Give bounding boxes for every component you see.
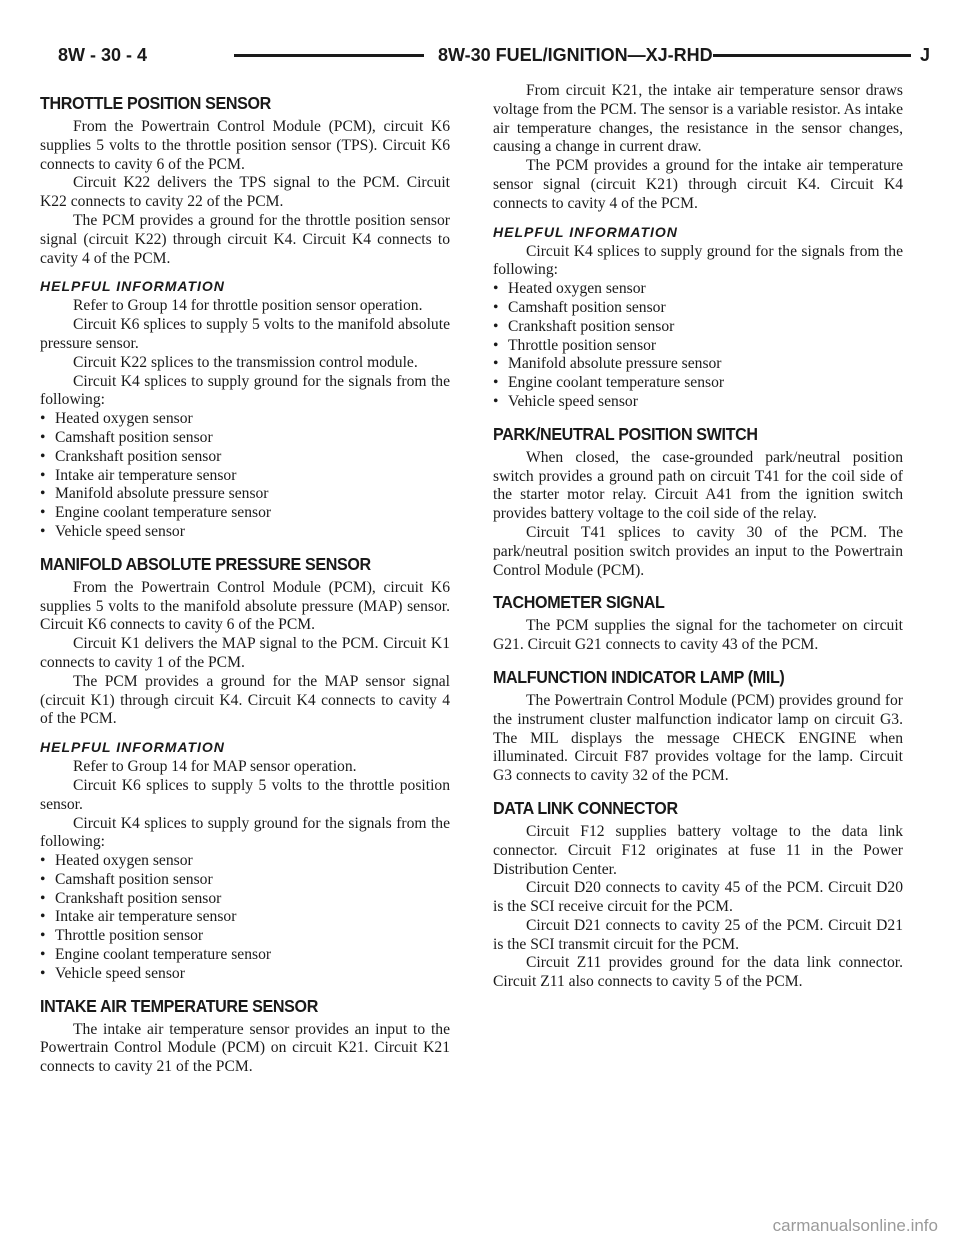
bullet-icon: • [40, 927, 46, 945]
list-item-text: Intake air temperature sensor [55, 466, 237, 484]
paragraph: Circuit T41 splices to cavity 30 of the PCM. The park/neutral position switch provides an input to the Powertrain Control Module (PCM). [493, 523, 903, 579]
list-item [493, 280, 903, 299]
list-item-text: Camshaft position sensor [55, 428, 213, 446]
list-item-text: Throttle position sensor [508, 336, 657, 354]
list-item [493, 393, 903, 412]
paragraph: The Powertrain Control Module (PCM) provides ground for the instrument cluster malfunction indicator lamp on circuit G3. The MIL displays the message CHECK ENGINE when illuminated. Circuit F87 provides voltage for the lamp. Circuit G3 connects to cavity 32 of the PCM. [493, 691, 903, 785]
paragraph: Circuit D20 connects to cavity 45 of the PCM. Circuit D20 is the SCI receive circuit for the PCM. [493, 879, 903, 916]
paragraph: From the Powertrain Control Module (PCM), circuit K6 supplies 5 volts to the manifold absolute pressure (MAP) sensor. Circuit K6 connects to cavity 6 of the PCM. [40, 578, 450, 634]
bullet-icon: • [493, 392, 499, 410]
left-column [40, 92, 450, 1088]
list-item-text: Vehicle speed sensor [508, 392, 638, 410]
section-title: THROTTLE POSITION SENSOR [40, 93, 271, 113]
helpful-information-heading: HELPFUL INFORMATION [493, 223, 678, 240]
paragraph: The PCM provides a ground for the intake air temperature sensor signal (circuit K21) through circuit K4. Circuit K4 connects to cavity 4 of the PCM. [493, 157, 903, 212]
header-rule-right [700, 54, 911, 57]
paragraph: Circuit K4 splices to supply ground for the signals from the following: [40, 372, 450, 409]
list-item-text: Camshaft position sensor [55, 870, 213, 888]
list-item [40, 485, 450, 504]
bullet-icon: • [40, 428, 46, 446]
right-column [493, 82, 903, 1003]
section-data-link-connector [493, 797, 903, 992]
bullet-icon: • [40, 504, 46, 522]
bullet-icon: • [493, 280, 499, 298]
paragraph: Refer to Group 14 for throttle position sensor operation. [73, 297, 423, 315]
bullet-icon: • [40, 466, 46, 484]
list-item [40, 523, 450, 542]
list-item-text: Engine coolant temperature sensor [55, 946, 272, 964]
list-item-text: Vehicle speed sensor [55, 964, 185, 982]
list-item [493, 337, 903, 356]
helpful-information-heading: HELPFUL INFORMATION [40, 739, 225, 756]
list-item-text: Crankshaft position sensor [55, 889, 222, 907]
list-item [493, 355, 903, 374]
bullet-icon: • [493, 374, 499, 392]
section-title: DATA LINK CONNECTOR [493, 797, 678, 818]
list-item-text: Heated oxygen sensor [55, 852, 193, 870]
list-item [40, 965, 450, 984]
paragraph: Circuit Z11 provides ground for the data link connector. Circuit Z11 also connects to cavity 5 of the PCM. [493, 954, 903, 991]
list-item [40, 448, 450, 467]
bullet-list [493, 280, 903, 412]
section-intake-air-temperature-sensor-continued [493, 82, 903, 412]
paragraph: When closed, the case-grounded park/neutral position switch provides a ground path on circuit T41 for the coil side of the starter motor relay. Circuit A41 from the ignition switch provides battery voltage to the coil side of the relay. [493, 448, 903, 523]
bullet-icon: • [493, 336, 499, 354]
list-item [493, 299, 903, 318]
list-item [40, 927, 450, 946]
section-malfunction-indicator-lamp [493, 666, 903, 786]
list-item [40, 908, 450, 927]
header-rule-left [234, 54, 424, 57]
paragraph: Circuit K4 splices to supply ground for the signals from the following: [40, 814, 450, 851]
list-item-text: Vehicle speed sensor [55, 522, 185, 540]
paragraph: Circuit D21 connects to cavity 25 of the PCM. Circuit D21 is the SCI transmit circuit for the PCM. [493, 916, 903, 953]
paragraph: Circuit K6 splices to supply 5 volts to the manifold absolute pressure sensor. [40, 316, 450, 352]
paragraph: Circuit K4 splices to supply ground for the signals from the following: [493, 242, 903, 279]
section-title: MALFUNCTION INDICATOR LAMP (MIL) [493, 666, 785, 687]
section-park-neutral-position-switch [493, 423, 903, 581]
bullet-icon: • [40, 522, 46, 540]
paragraph: The PCM provides a ground for the throttle position sensor signal (circuit K22) through circuit K4. Circuit K4 connects to cavity 4 of the PCM. [40, 211, 450, 267]
list-item-text: Manifold absolute pressure sensor [508, 355, 722, 373]
list-item-text: Manifold absolute pressure sensor [55, 485, 269, 503]
section-throttle-position-sensor [40, 92, 450, 542]
bullet-icon: • [40, 485, 46, 503]
bullet-list [40, 410, 450, 542]
bullet-icon: • [40, 870, 46, 888]
paragraph: Circuit K22 splices to the transmission control module. [73, 353, 418, 371]
list-item [40, 504, 450, 523]
list-item [40, 429, 450, 448]
bullet-list [40, 852, 450, 984]
paragraph: Circuit K22 delivers the TPS signal to the PCM. Circuit K22 connects to cavity 22 of the PCM. [40, 174, 450, 211]
list-item [40, 946, 450, 965]
paragraph: Circuit K6 splices to supply 5 volts to the throttle position sensor. [40, 776, 450, 813]
paragraph: The PCM provides a ground for the MAP sensor signal (circuit K1) through circuit K4. Circuit K4 connects to cavity 4 of the PCM. [40, 672, 450, 728]
list-item [493, 318, 903, 337]
paragraph: The PCM supplies the signal for the tachometer on circuit G21. Circuit G21 connects to cavity 43 of the PCM. [493, 617, 903, 654]
paragraph: Refer to Group 14 for MAP sensor operation. [73, 758, 357, 776]
section-title: TACHOMETER SIGNAL [493, 592, 665, 613]
bullet-icon: • [493, 298, 499, 316]
bullet-icon: • [40, 908, 46, 926]
page-number: 8W - 30 - 4 [58, 42, 147, 68]
bullet-icon: • [40, 889, 46, 907]
section-tachometer-signal [493, 591, 903, 655]
list-item [40, 871, 450, 890]
section-title: INTAKE AIR TEMPERATURE SENSOR [40, 995, 318, 1016]
list-item-text: Heated oxygen sensor [508, 280, 646, 298]
watermark: carmanualsonline.info [772, 1216, 938, 1235]
list-item-text: Engine coolant temperature sensor [508, 374, 725, 392]
paragraph: The intake air temperature sensor provides an input to the Powertrain Control Module (PCM) on circuit K21. Circuit K21 connects to cavity 21 of the PCM. [40, 1020, 450, 1076]
list-item [40, 852, 450, 871]
bullet-icon: • [40, 447, 46, 465]
paragraph: Circuit F12 supplies battery voltage to the data link connector. Circuit F12 originates at fuse 11 in the Power Distribution Center. [493, 822, 903, 878]
bullet-icon: • [40, 410, 46, 428]
bullet-icon: • [493, 317, 499, 335]
list-item-text: Throttle position sensor [55, 927, 204, 945]
page-section-title: 8W-30 FUEL/IGNITION—XJ-RHD [438, 42, 713, 68]
bullet-icon: • [493, 355, 499, 373]
bullet-icon: • [40, 964, 46, 982]
list-item-text: Heated oxygen sensor [55, 410, 193, 428]
helpful-information-heading: HELPFUL INFORMATION [40, 278, 225, 295]
page-edition-letter: J [920, 42, 930, 68]
list-item [40, 467, 450, 486]
bullet-icon: • [40, 852, 46, 870]
list-item-text: Camshaft position sensor [508, 298, 666, 316]
list-item [493, 374, 903, 393]
section-title: MANIFOLD ABSOLUTE PRESSURE SENSOR [40, 553, 371, 574]
list-item [40, 890, 450, 909]
bullet-icon: • [40, 946, 46, 964]
list-item-text: Engine coolant temperature sensor [55, 504, 272, 522]
paragraph: Circuit K1 delivers the MAP signal to the PCM. Circuit K1 connects to cavity 1 of the PCM. [40, 635, 450, 671]
list-item-text: Intake air temperature sensor [55, 908, 237, 926]
list-item-text: Crankshaft position sensor [55, 447, 222, 465]
paragraph: From circuit K21, the intake air temperature sensor draws voltage from the PCM. The sensor is a variable resistor. As intake air temperature changes, the resistance in the sensor changes, causing a change in current draw. [493, 82, 903, 156]
list-item [40, 410, 450, 429]
page-header [58, 42, 930, 68]
list-item-text: Crankshaft position sensor [508, 317, 675, 335]
section-title: PARK/NEUTRAL POSITION SWITCH [493, 423, 758, 444]
section-manifold-absolute-pressure-sensor [40, 553, 450, 984]
paragraph: From the Powertrain Control Module (PCM), circuit K6 supplies 5 volts to the throttle position sensor (TPS). Circuit K6 connects to cavity 6 of the PCM. [40, 118, 450, 173]
section-intake-air-temperature-sensor [40, 995, 450, 1077]
